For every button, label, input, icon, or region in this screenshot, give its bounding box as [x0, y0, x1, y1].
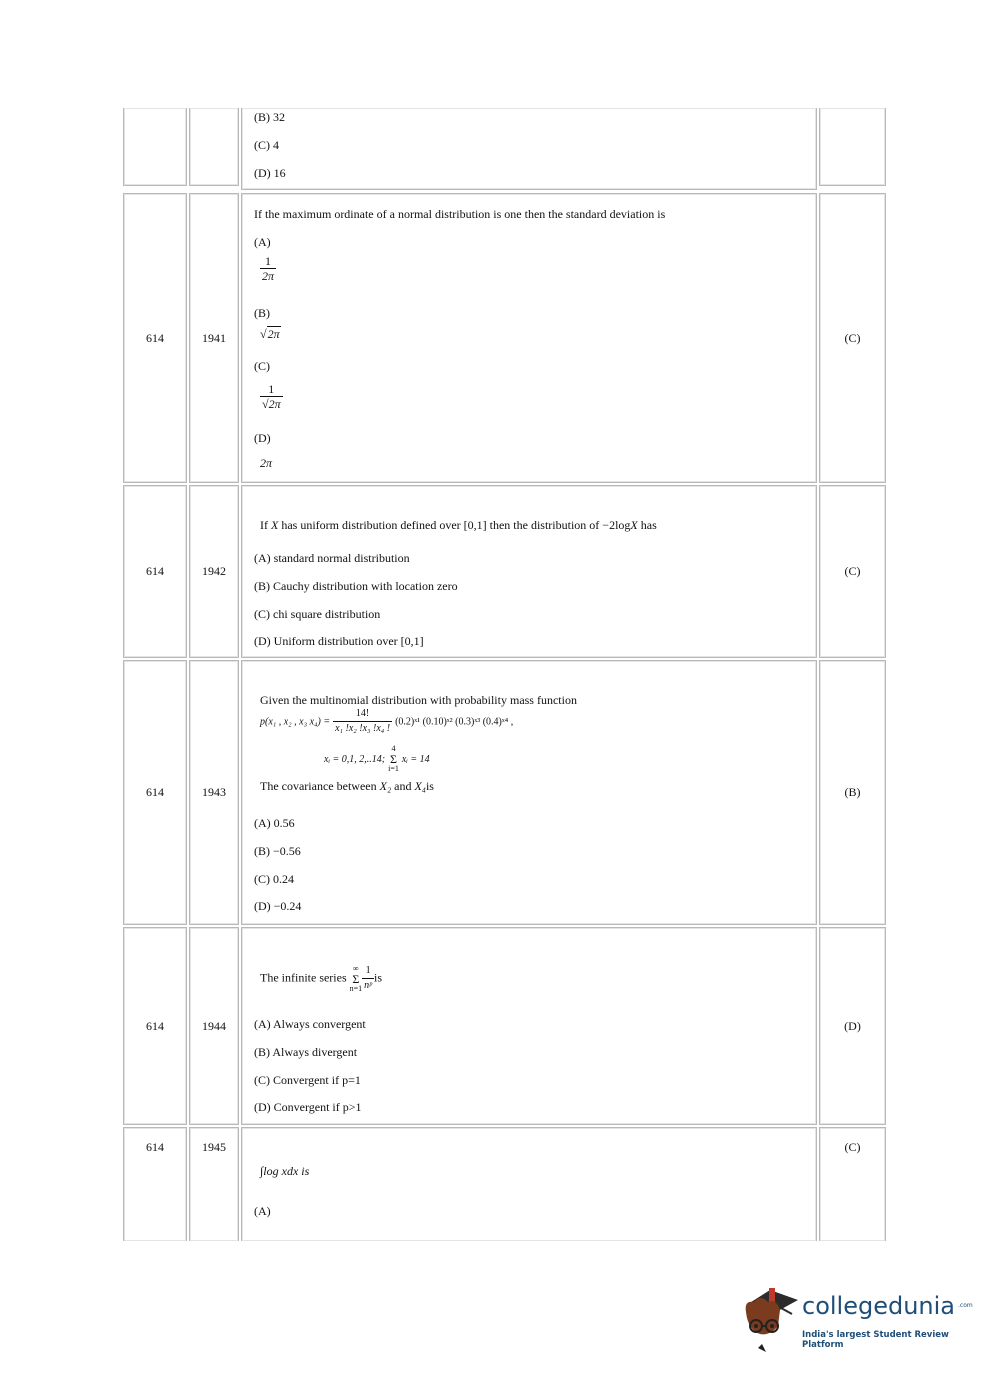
question-cell	[241, 927, 817, 1125]
question-cell	[241, 1127, 817, 1241]
code-cell: 614	[123, 927, 187, 1125]
option-a: (A) Always convergent	[254, 1017, 366, 1031]
logo-wordmark: collegedunia	[802, 1292, 956, 1320]
pmf-formula: p(x₁ , x₂ , x₃ x₄) = $\frac{14!}{\text{x₁ !x₂ !x₃ !x₄ !}}$ (0.2)ˣ¹ (0.10)ˣ² (0.3)ˣ³ (0.4)ˣ⁴ ,	[260, 708, 514, 734]
question-text: If X has uniform distribution defined over [0,1] then the distribution of −2logX has	[260, 518, 657, 532]
qno-cell: 1943	[189, 660, 239, 925]
logo-com: .com	[958, 1302, 973, 1309]
qno-cell	[189, 108, 239, 186]
question-intro: Given the multinomial distribution with probability mass function	[260, 693, 577, 707]
qno-cell: 1942	[189, 485, 239, 658]
code-cell: 614	[123, 1127, 187, 1241]
series-question: The infinite series ∞ Σ n=1 $\frac{1}{\text{nᵖ}}$ is	[260, 963, 382, 993]
option-b: (B) Cauchy distribution with location zero	[254, 579, 458, 593]
answer-cell	[819, 108, 886, 186]
option-d: (D) 16	[254, 166, 286, 180]
code-cell: 614	[123, 660, 187, 925]
qno-cell: 1944	[189, 927, 239, 1125]
question-cell	[241, 108, 817, 190]
qno-cell: 1945	[189, 1127, 239, 1241]
option-c: (C) 4	[254, 138, 279, 152]
option-a: (A) 0.56	[254, 816, 295, 830]
logo-tagline: India's largest Student Review Platform	[802, 1330, 949, 1350]
option-b: (B) 32	[254, 110, 285, 124]
code-cell: 614	[123, 485, 187, 658]
option-a: (A)	[254, 1204, 271, 1218]
option-d-math: 2π	[260, 456, 273, 470]
question-cell	[241, 660, 817, 925]
option-c-math: $\frac{1}{√2\pi}$	[262, 382, 281, 411]
code-cell: 614	[123, 193, 187, 483]
question-cell	[241, 193, 817, 483]
option-c: (C) Convergent if p=1	[254, 1073, 361, 1087]
table-row	[123, 927, 886, 1125]
option-b-math: √2π	[260, 327, 280, 341]
option-c: (C) chi square distribution	[254, 607, 381, 621]
collegedunia-logo[interactable]	[740, 1280, 973, 1360]
option-b-label: (B)	[254, 306, 270, 320]
question-text: If the maximum ordinate of a normal distribution is one then the standard deviation is	[254, 207, 666, 221]
option-c: (C) 0.24	[254, 872, 294, 886]
option-d: (D) Uniform distribution over [0,1]	[254, 634, 424, 648]
answer-cell: (B)	[819, 660, 886, 925]
option-a: (A) standard normal distribution	[254, 551, 410, 565]
answer-cell: (C)	[819, 485, 886, 658]
table-row	[123, 1127, 886, 1241]
option-b: (B) −0.56	[254, 844, 301, 858]
option-d-label: (D)	[254, 431, 271, 445]
student-mascot-icon	[740, 1282, 800, 1352]
option-c-label: (C)	[254, 359, 270, 373]
covariance-text: The covariance between X₂ and X₄is	[260, 779, 434, 793]
option-b: (B) Always divergent	[254, 1045, 358, 1059]
option-a-math: $\frac{1}{2\pi}$	[262, 254, 275, 283]
integral-question: ∫log xdx is	[260, 1164, 310, 1178]
answer-cell: (C)	[819, 193, 886, 483]
option-d: (D) −0.24	[254, 899, 302, 913]
table-row	[123, 660, 886, 925]
question-cell	[241, 485, 817, 658]
table-row	[123, 485, 886, 658]
qno-cell: 1941	[189, 193, 239, 483]
table-row	[123, 193, 886, 483]
answer-cell: (C)	[819, 1127, 886, 1241]
answer-cell: (D)	[819, 927, 886, 1125]
pmf-support: xᵢ = 0,1, 2,..14; 4 Σ i=1 xᵢ = 14	[324, 744, 430, 773]
option-a-label: (A)	[254, 235, 271, 249]
option-d: (D) Convergent if p>1	[254, 1100, 362, 1114]
code-cell	[123, 108, 187, 186]
table-row	[123, 108, 886, 186]
